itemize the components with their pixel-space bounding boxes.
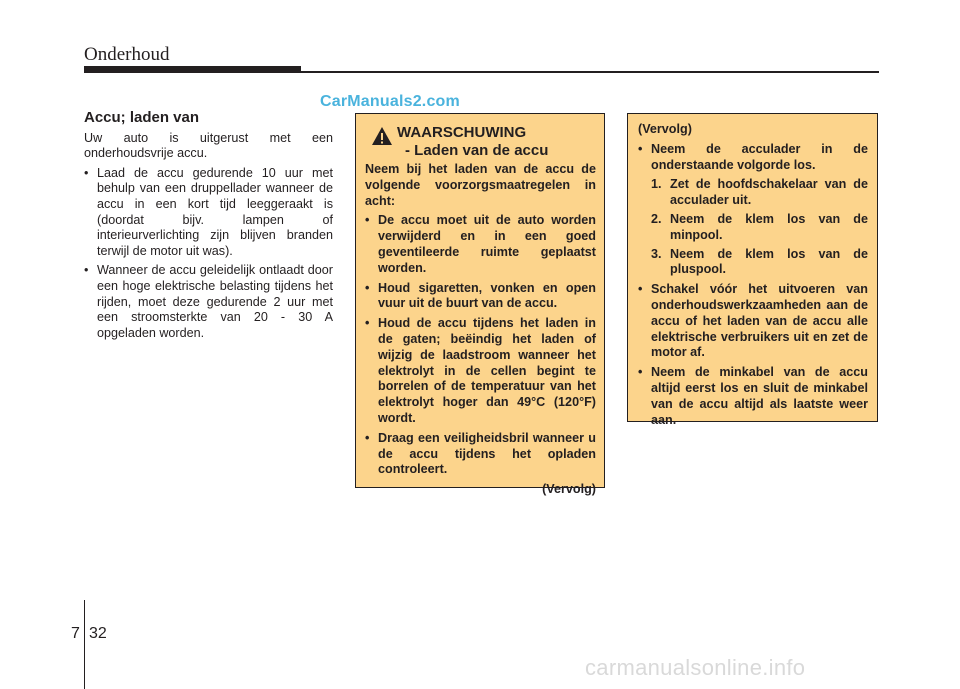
list-item: • Laad de accu gedurende 10 uur met behulp van een druppellader wanneer de accu in een kort tijd leeggeraakt is (doordat bijv. lampen of interieurverlichting zijn blijven branden terwijl de motor uit was).: [84, 166, 333, 260]
list-item: • Draag een veiligheidsbril wanneer u de accu tijdens het opladen controleert.: [365, 431, 596, 478]
warning-subheading: - Laden van de accu: [405, 142, 549, 159]
list-item: • Wanneer de accu geleidelijk ontlaadt door een hoge elektrische belasting tijdens het rijden, moet deze gedurende 2 uur met een stroomsterkte van 20 - 30 A opgeladen worden.: [84, 263, 333, 341]
page-number: 32: [89, 625, 107, 642]
warning-header: [365, 124, 596, 160]
continued-box: [627, 113, 878, 427]
warning-box: [355, 113, 605, 497]
header-rule: [84, 71, 879, 73]
step-item: [651, 247, 868, 279]
warning-heading: WAARSCHUWING: [397, 124, 527, 141]
list-item: • De accu moet uit de auto worden verwijderd en in een goed geventileerde ruimte geplaatst worden.: [365, 213, 596, 276]
chapter-number: 7: [71, 625, 80, 642]
step-number: 2.: [651, 211, 662, 226]
step-text: Neem de klem los van de pluspool.: [670, 246, 868, 277]
intro-paragraph: Uw auto is uitgerust met een onderhoudsvrije accu.: [84, 130, 333, 161]
watermark-top[interactable]: CarManuals2.com: [320, 93, 460, 110]
step-list: [651, 177, 868, 278]
page-header-title: Onderhoud: [84, 44, 170, 65]
step-text: Neem de klem los van de minpool.: [670, 211, 868, 242]
footer-divider: [84, 600, 85, 689]
continued-bullet-list-2: [638, 282, 868, 428]
footer-watermark[interactable]: carmanualsonline.info: [585, 655, 806, 680]
continued-label: (Vervolg): [542, 482, 596, 497]
warning-bullet-list: [365, 213, 596, 478]
warning-intro: Neem bij het laden van de accu de volgende voorzorgsmaatregelen in acht:: [365, 162, 596, 208]
list-item: • Houd sigaretten, vonken en open vuur uit de buurt van de accu.: [365, 281, 596, 313]
list-item-text: Neem de acculader in de onderstaande volgorde los.: [651, 141, 868, 172]
step-item: [651, 177, 868, 209]
step-text: Zet de hoofdschakelaar van de acculader uit.: [670, 177, 868, 208]
continued-bullet-list: [638, 142, 868, 174]
section-title: Accu; laden van: [84, 109, 200, 126]
list-item: • Houd de accu tijdens het laden in de gaten; beëindig het laden of wijzig de laadstroom wanneer het elektrolyt in de cellen begint te borrelen of de temperatuur van het elektrolyt hoger dan 49°C (120°F) wordt.: [365, 316, 596, 427]
list-item: • Schakel vóór het uitvoeren van onderhoudswerkzaamheden aan de accu of het laden van de accu alle elektrische verbruikers uit en zet de motor af.: [638, 282, 868, 361]
list-item: [638, 142, 868, 174]
step-number: 1.: [651, 177, 662, 192]
continued-heading: (Vervolg): [638, 122, 692, 136]
list-item: • Neem de minkabel van de accu altijd eerst los en sluit de minkabel van de accu altijd als laatste weer aan.: [638, 365, 868, 428]
step-number: 3.: [651, 246, 662, 261]
left-column: [84, 110, 333, 345]
charging-bullet-list: [84, 166, 333, 342]
step-item: [651, 212, 868, 244]
warning-triangle-icon: [371, 126, 393, 146]
